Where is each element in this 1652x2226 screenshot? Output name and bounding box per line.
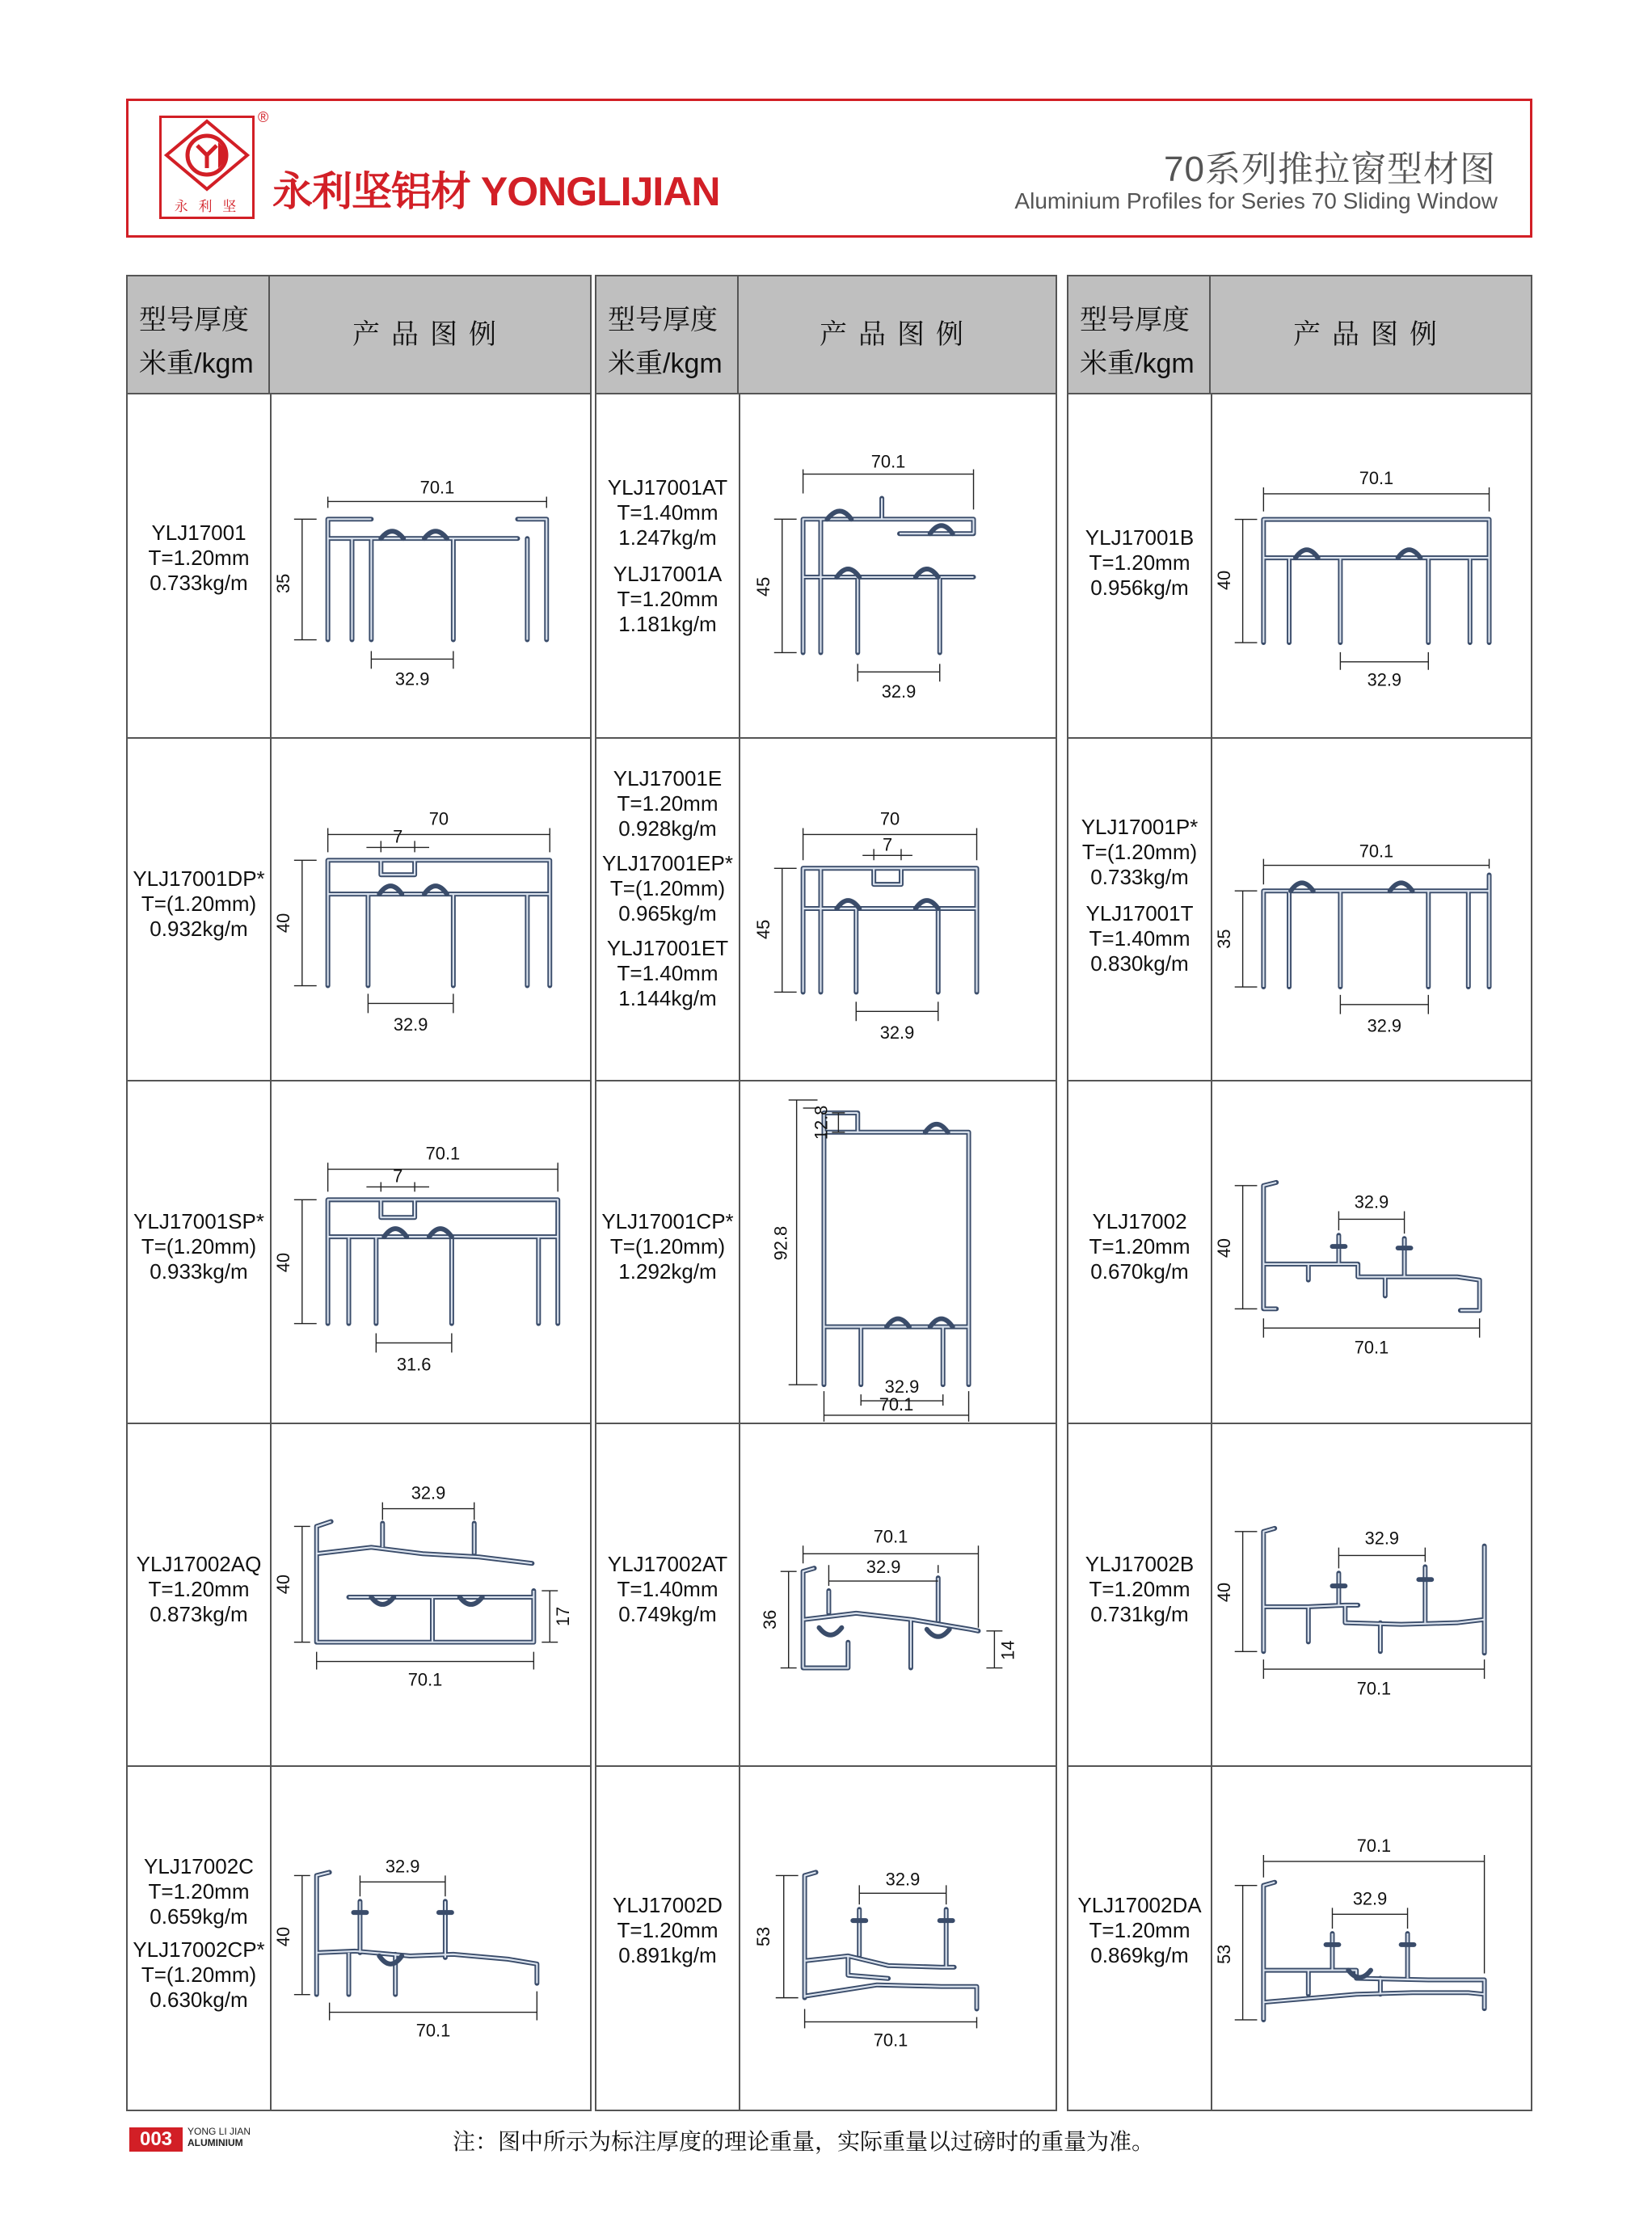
dim-width: 70 bbox=[428, 808, 449, 829]
dim-height: 53 bbox=[752, 1926, 773, 1947]
dim-slot: 7 bbox=[393, 1166, 403, 1187]
dim-width: 70.1 bbox=[1359, 468, 1394, 489]
dim-step: 17 bbox=[553, 1606, 574, 1627]
dim-slot: 7 bbox=[393, 826, 403, 847]
dim-width: 70.1 bbox=[1359, 841, 1394, 862]
dim-width: 70.1 bbox=[873, 1526, 908, 1547]
profile-drawing-ylj17002at bbox=[740, 1424, 1056, 1765]
profile-drawing-ylj17001 bbox=[272, 396, 590, 737]
dim-inner: 32.9 bbox=[884, 1376, 920, 1398]
figure-header: 产品图例 bbox=[820, 319, 975, 350]
dim-inner: 32.9 bbox=[393, 1014, 428, 1035]
logo-subtitle: 永 利 坚 bbox=[174, 199, 240, 214]
dim-width: 70.1 bbox=[425, 1143, 461, 1164]
dim-inner: 32.9 bbox=[881, 681, 917, 702]
page-subtitle: Aluminium Profiles for Series 70 Sliding Window bbox=[1014, 188, 1498, 213]
dim-height: 36 bbox=[759, 1609, 780, 1630]
profile-spec-ylj17002c: YLJ17002C T=1.20mm 0.659kg/m YLJ17002CP* T=(1.20mm) 0.630kg/m bbox=[133, 1854, 265, 2012]
profile-spec-ylj17002da: YLJ17002DA T=1.20mm 0.869kg/m bbox=[1077, 1893, 1202, 1967]
registered-mark: ® bbox=[258, 109, 269, 125]
page-number: 003 bbox=[129, 2127, 183, 2152]
dim-width: 70 bbox=[879, 808, 900, 829]
profile-drawing-ylj17002c bbox=[272, 1767, 590, 2110]
dim-height: 53 bbox=[1213, 1944, 1234, 1964]
profile-column-3 bbox=[1067, 275, 1532, 2111]
spec-header-line2: 米重/kgm bbox=[139, 348, 254, 379]
profile-drawing-ylj17001dp bbox=[272, 739, 590, 1080]
profile-column-2 bbox=[595, 275, 1057, 2111]
dim-height: 40 bbox=[1213, 570, 1234, 590]
dim-width: 70.1 bbox=[415, 2020, 451, 2041]
profile-spec-ylj17001cp: YLJ17001CP* T=(1.20mm) 1.292kg/m bbox=[601, 1209, 734, 1284]
dim-height: 40 bbox=[1213, 1582, 1234, 1603]
column-header bbox=[1068, 276, 1531, 394]
profile-spec-ylj17002aq: YLJ17002AQ T=1.20mm 0.873kg/m bbox=[136, 1552, 262, 1626]
dim-height: 35 bbox=[1213, 929, 1234, 949]
profile-spec-ylj17001p: YLJ17001P* T=(1.20mm) 0.733kg/m YLJ17001T T=1.40mm 0.830kg/m bbox=[1081, 815, 1199, 976]
figure-header: 产品图例 bbox=[1293, 319, 1448, 350]
profile-spec-ylj17002at: YLJ17002AT T=1.40mm 0.749kg/m bbox=[607, 1552, 728, 1626]
profile-drawing-ylj17002 bbox=[1212, 1081, 1531, 1423]
profile-spec-ylj17002b: YLJ17002B T=1.20mm 0.731kg/m bbox=[1085, 1552, 1195, 1626]
dim-inner: 32.9 bbox=[1364, 1528, 1400, 1549]
column-header bbox=[128, 276, 590, 394]
dim-width: 70.1 bbox=[1356, 1836, 1392, 1857]
dim-inner: 32.9 bbox=[411, 1482, 446, 1503]
profile-drawing-ylj17001sp bbox=[272, 1081, 590, 1423]
profile-column-1 bbox=[126, 275, 592, 2111]
dim-step: 14 bbox=[997, 1640, 1018, 1660]
spec-header bbox=[1068, 276, 1211, 393]
profile-drawing-ylj17002b bbox=[1212, 1424, 1531, 1765]
profile-drawing-ylj17001cp bbox=[740, 1081, 1056, 1423]
dim-inner: 32.9 bbox=[394, 668, 430, 689]
profile-spec-ylj17001sp: YLJ17001SP* T=(1.20mm) 0.933kg/m bbox=[133, 1209, 264, 1284]
profile-spec-ylj17002d: YLJ17002D T=1.20mm 0.891kg/m bbox=[613, 1893, 723, 1967]
page-title: 70系列推拉窗型材图 bbox=[1164, 150, 1496, 189]
dim-width: 70.1 bbox=[870, 451, 906, 472]
dim-inner: 32.9 bbox=[885, 1869, 921, 1890]
dim-inner: 32.9 bbox=[1367, 669, 1402, 690]
footer-note: 注：图中所示为标注厚度的理论重量，实际重量以过磅时的重量为准。 bbox=[453, 2129, 1155, 2154]
dim-height: 45 bbox=[752, 919, 773, 940]
profile-spec-ylj17001dp: YLJ17001DP* T=(1.20mm) 0.932kg/m bbox=[133, 866, 265, 941]
dim-width: 70.1 bbox=[407, 1669, 443, 1690]
profile-spec-ylj17001: YLJ17001 T=1.20mm 0.733kg/m bbox=[148, 521, 250, 595]
profile-spec-ylj17001b: YLJ17001B T=1.20mm 0.956kg/m bbox=[1085, 525, 1195, 600]
spec-header bbox=[128, 276, 270, 393]
dim-slot: 7 bbox=[882, 834, 893, 855]
dim-height: 40 bbox=[1213, 1237, 1234, 1258]
dim-height: 35 bbox=[272, 573, 293, 594]
spec-header-line2: 米重/kgm bbox=[608, 348, 723, 379]
dim-height: 40 bbox=[272, 1252, 293, 1273]
dim-inner: 32.9 bbox=[1367, 1015, 1402, 1036]
profile-drawing-ylj17001e bbox=[740, 739, 1056, 1080]
spec-header-line1: 型号厚度 bbox=[608, 305, 718, 335]
spec-header-line1: 型号厚度 bbox=[139, 305, 249, 335]
dim-top: 12.8 bbox=[811, 1105, 832, 1140]
profile-spec-ylj17001at: YLJ17001AT T=1.40mm 1.247kg/m YLJ17001A T=1.20mm 1.181kg/m bbox=[607, 475, 728, 636]
figure-header: 产品图例 bbox=[352, 319, 508, 350]
spec-header bbox=[596, 276, 739, 393]
dim-width: 70.1 bbox=[873, 2030, 908, 2051]
dim-width: 70.1 bbox=[879, 1393, 914, 1414]
profile-drawing-ylj17001p bbox=[1212, 739, 1531, 1080]
dim-height: 40 bbox=[272, 1926, 293, 1947]
dim-width: 70.1 bbox=[1356, 1678, 1392, 1699]
dim-width: 70.1 bbox=[1354, 1337, 1389, 1358]
profile-spec-ylj17001e: YLJ17001E T=1.20mm 0.928kg/m YLJ17001EP* T=(1.20mm) 0.965kg/m YLJ17001ET T=1.40mm 1.144kg/m bbox=[602, 766, 733, 1010]
footer-brand: YONG LI JIAN ALUMINIUM bbox=[188, 2126, 251, 2148]
dim-height: 40 bbox=[272, 1574, 293, 1595]
spec-header-line2: 米重/kgm bbox=[1080, 348, 1195, 379]
column-header bbox=[596, 276, 1056, 394]
page-header bbox=[126, 99, 1532, 238]
dim-inner: 31.6 bbox=[396, 1354, 432, 1375]
profile-shape bbox=[328, 519, 547, 639]
dim-height: 45 bbox=[752, 576, 773, 597]
dim-inner: 32.9 bbox=[866, 1557, 901, 1578]
profile-drawing-ylj17001b bbox=[1212, 396, 1531, 737]
dim-inner: 32.9 bbox=[385, 1856, 420, 1877]
brand-name: 永利坚铝材 YONGLIJIAN bbox=[272, 169, 720, 214]
profile-drawing-ylj17002d bbox=[740, 1767, 1056, 2110]
profile-drawing-ylj17001at bbox=[740, 396, 1056, 737]
spec-header-line1: 型号厚度 bbox=[1080, 305, 1190, 335]
profile-spec-ylj17002: YLJ17002 T=1.20mm 0.670kg/m bbox=[1089, 1209, 1191, 1284]
dim-height: 92.8 bbox=[770, 1225, 791, 1261]
brand-logo bbox=[159, 116, 255, 219]
dim-inner: 32.9 bbox=[1354, 1191, 1389, 1212]
profile-drawing-ylj17002da bbox=[1212, 1767, 1531, 2110]
logo-emblem-icon bbox=[162, 118, 252, 192]
dim-inner: 32.9 bbox=[879, 1022, 915, 1043]
dim-inner: 32.9 bbox=[1352, 1888, 1388, 1909]
dim-width: 70.1 bbox=[419, 477, 455, 498]
dim-height: 40 bbox=[272, 913, 293, 934]
profile-drawing-ylj17002aq bbox=[272, 1424, 590, 1765]
